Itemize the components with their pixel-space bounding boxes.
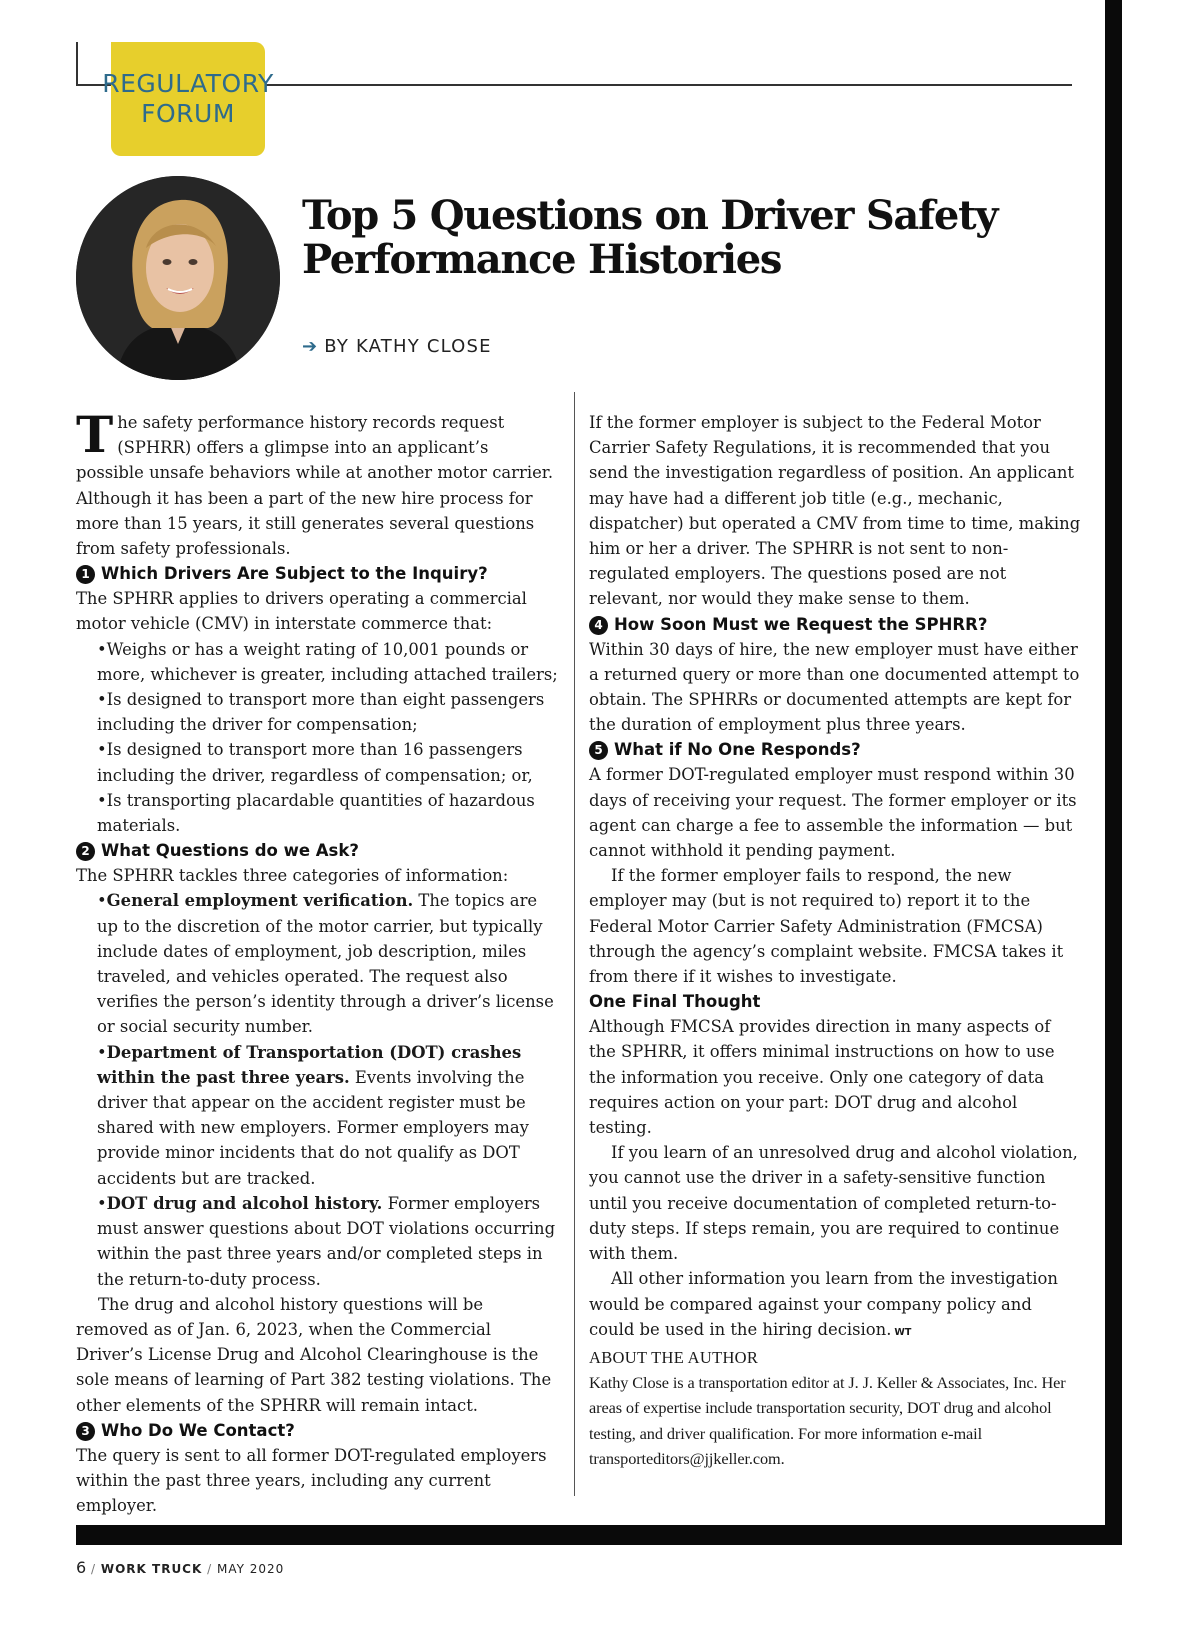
question-4-text: Within 30 days of hire, the new employer must have either a returned query or more than one documented attempt to obtain. The SPHRRs or documented attempts are kept for the duration of employment plus three years. [589,639,1080,735]
question-4-heading [589,612,1081,637]
magazine-name: WORK TRUCK [100,1562,203,1576]
list-item-bold: General employment verification. [106,891,414,911]
question-1-lead: The SPHRR applies to drivers operating a commercial motor vehicle (CMV) in interstate commerce that: [76,589,527,634]
left-column [76,405,560,1518]
about-author-heading: ABOUT THE AUTHOR [589,1347,759,1367]
question-1-heading [76,561,560,586]
list-item-text: Events involving the driver that appear on the accident register must be shared with new employers. Former employers may provide minor incidents that do not qualify as DOT accidents but are tracked. [97,1067,529,1188]
list-item: • Is designed to transport more than eight passengers including the driver for compensation; [97,687,560,737]
right-column [589,410,1081,1471]
page-footer [76,1558,284,1577]
question-2-list [76,888,560,1291]
question-2-lead: The SPHRR tackles three categories of information: [76,866,509,886]
page-number: 6 [76,1558,87,1577]
question-3-title: Who Do We Contact? [101,1420,295,1440]
list-item [97,1191,560,1292]
final-thought-text: All other information you learn from the investigation would be compared against your company policy and could be used in the hiring decision. [589,1269,1058,1339]
drop-cap: T [76,405,114,464]
number-5-icon: 5 [589,741,608,760]
question-3-text: The query is sent to all former DOT-regulated employers within the past three years, including any current employer. [76,1445,547,1516]
list-item [97,1040,560,1191]
question-5-paragraph-1: A former DOT-regulated employer must respond within 30 days of receiving your request. The former employer or its agent can charge a fee to assemble the information — but cannot withhold it pending payment. [589,765,1077,861]
section-tag-line1: REGULATORY [102,69,274,98]
page-border-bottom [76,1525,1122,1545]
question-3-continued: If the former employer is subject to the Federal Motor Carrier Safety Regulations, it is recommended that you send the investigation regardless of position. An applicant may have had a different job title (e.g., mechanic, dispatcher) but operated a CMV from time to time, making him or her a driver. The SPHRR is not sent to non-regulated employers. The questions posed are not relevant, nor would they make sense to them. [589,413,1081,609]
question-5-paragraph-2: If the former employer fails to respond, the new employer may (but is not required to) report it to the Federal Motor Carrier Safety Administration (FMCSA) through the agency’s complaint website. FMCSA takes it from there if it wishes to investigate. [589,866,1064,987]
question-2-closing: The drug and alcohol history questions will be removed as of Jan. 6, 2023, when the Commercial Driver’s License Drug and Alcohol Clearinghouse is the sole means of learning of Part 382 testing violations. The other elements of the SPHRR will remain intact. [76,1294,552,1415]
question-2-heading [76,838,560,863]
list-item-bold: DOT drug and alcohol history. [106,1193,383,1213]
question-2-title: What Questions do we Ask? [101,841,359,861]
question-1-title: Which Drivers Are Subject to the Inquiry? [101,564,488,584]
list-item-text: The topics are up to the discretion of the motor carrier, but typically include dates of employment, job description, miles traveled, and vehicles operated. The request also verifies the person’s identity through a driver’s license or social security number. [97,891,554,1037]
byline [302,336,492,357]
issue-date: MAY 2020 [216,1562,285,1576]
header-rule-vertical [76,42,78,86]
number-2-icon: 2 [76,842,95,861]
list-item: • Weighs or has a weight rating of 10,001 pounds or more, whichever is greater, including attached trailers; [97,637,560,687]
number-3-icon: 3 [76,1422,95,1441]
question-5-heading [589,737,1081,762]
author-portrait [76,176,280,380]
question-4-title: How Soon Must we Request the SPHRR? [614,614,988,634]
about-author-text: Kathy Close is a transportation editor at J. J. Keller & Associates, Inc. Her areas of expertise include transportation security, DOT drug and alcohol testing, and driver qualification. For more information e-mail transporteditors@jjkeller.com. [589,1373,1066,1468]
footer-separator: / [202,1562,217,1576]
number-4-icon: 4 [589,616,608,635]
sign-off-mark: WT [894,1326,912,1338]
final-thought-paragraph-1: Although FMCSA provides direction in many aspects of the SPHRR, it offers minimal instructions on how to use the information you receive. Only one category of data requires action on your part: DOT drug and alcohol testing. [589,1017,1055,1138]
list-item: • Is designed to transport more than 16 passengers including the driver, regardless of compensation; or, [97,737,560,787]
column-divider [574,392,575,1496]
final-thought-paragraph-3 [589,1266,1081,1345]
question-3-heading [76,1418,560,1443]
byline-author: BY KATHY CLOSE [324,336,492,357]
article-title: Top 5 Questions on Driver Safety Performance Histories [302,192,998,283]
intro-paragraph [76,405,560,561]
final-thought-heading: One Final Thought [589,992,761,1012]
arrow-right-icon: ➔ [302,336,319,357]
intro-text: he safety performance history records request (SPHRR) offers a glimpse into an applicant’s possible unsafe behaviors while at another motor carrier. Although it has been a part of the new hire process for more than 15 years, it still generates several questions from safety professionals. [76,413,554,559]
number-1-icon: 1 [76,565,95,584]
list-item-text: Former employers must answer questions about DOT violations occurring within the past three years and/or completed steps in the return-to-duty process. [97,1193,556,1289]
author-photo [76,176,280,380]
list-item: • Is transporting placardable quantities of hazardous materials. [97,788,560,838]
section-tag-line2: FORUM [141,99,235,128]
page-border-right [1105,0,1122,1545]
section-tag [102,42,274,156]
question-5-title: What if No One Responds? [614,740,861,760]
list-item-bold: Department of Transportation (DOT) crashes within the past three years. [97,1042,522,1087]
footer-separator: / [86,1562,101,1576]
question-1-list [76,637,560,839]
list-item [97,888,560,1039]
final-thought-paragraph-2: If you learn of an unresolved drug and alcohol violation, you cannot use the driver in a safety-sensitive function until you receive documentation of completed return-to-duty steps. If steps remain, you are required to continue with them. [589,1143,1078,1264]
